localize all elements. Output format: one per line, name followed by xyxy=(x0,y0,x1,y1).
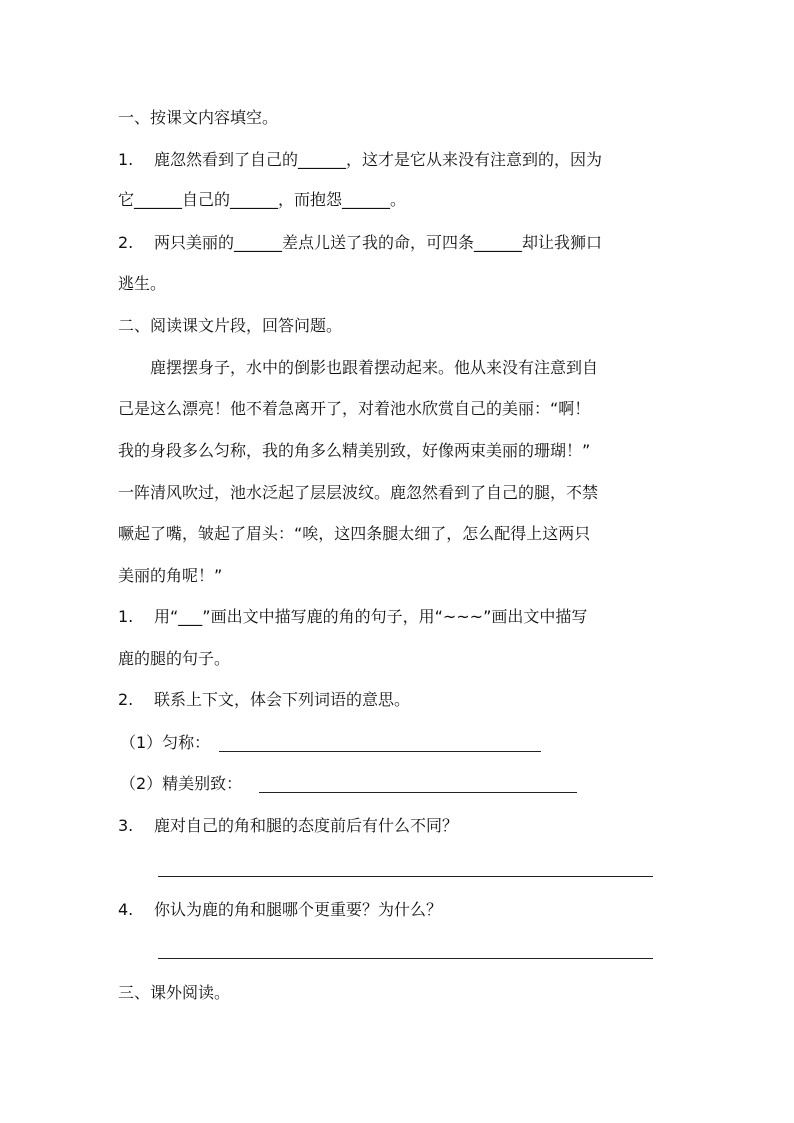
s2-q2-sub-1-label: （1）匀称： xyxy=(120,733,211,752)
s1-q2-text-2: 逃生。 xyxy=(118,274,167,293)
passage-line: 己是这么漂亮！他不着急离开了，对着池水欣赏自己的美丽：“啊！ xyxy=(118,399,591,418)
s1-q1-text-1: 鹿忽然看到了自己的______，这才是它从来没有注意到的，因为 xyxy=(154,150,603,169)
section-2-title: 二、阅读课文片段，回答问题。 xyxy=(118,316,343,335)
s2-q3-text: 鹿对自己的角和腿的态度前后有什么不同？ xyxy=(154,816,459,835)
s2-q1-text-2: 鹿的腿的句子。 xyxy=(118,649,231,668)
section-3-title: 三、课外阅读。 xyxy=(118,983,231,1002)
s1-q1-number: 1. xyxy=(118,150,134,169)
s2-q3-number: 3. xyxy=(118,816,134,835)
s2-q1-text-1: 用“___”画出文中描写鹿的角的句子，用“~~~”画出文中描写 xyxy=(154,607,588,626)
s1-q2-number: 2. xyxy=(118,233,134,252)
s2-q2-sub-2-label: （2）精美别致： xyxy=(120,774,243,793)
answer-line-q3[interactable] xyxy=(158,876,653,877)
section-1-title: 一、按课文内容填空。 xyxy=(118,108,279,127)
s2-q2-number: 2. xyxy=(118,690,134,709)
passage-line: 鹿摆摆身子，水中的倒影也跟着摆动起来。他从来没有注意到自 xyxy=(150,358,599,377)
answer-line-sub-1[interactable] xyxy=(219,751,541,752)
s1-question-2-line-1 xyxy=(118,233,680,253)
answer-line-sub-2[interactable] xyxy=(259,792,577,793)
s2-question-1-line-1 xyxy=(118,607,680,627)
passage-line: 一阵清风吹过，池水泛起了层层波纹。鹿忽然看到了自己的腿，不禁 xyxy=(118,483,599,502)
s2-q4-number: 4. xyxy=(118,900,134,919)
s1-q2-text-1: 两只美丽的______差点儿送了我的命，可四条______却让我狮口 xyxy=(154,233,603,252)
s1-q1-text-2: 它______自己的______，而抱怨______。 xyxy=(118,190,407,209)
passage-line: 噘起了嘴，皱起了眉头：“唉，这四条腿太细了，怎么配得上这两只 xyxy=(118,524,591,543)
answer-line-q4[interactable] xyxy=(158,958,653,959)
s2-question-2 xyxy=(118,690,680,710)
s1-question-1-line-1 xyxy=(118,150,680,170)
passage-line: 美丽的角呢！” xyxy=(118,566,223,585)
s2-question-3 xyxy=(118,816,680,836)
s2-q2-text: 联系上下文，体会下列词语的意思。 xyxy=(154,690,411,709)
s2-q1-number: 1. xyxy=(118,607,134,626)
s2-question-4 xyxy=(118,900,680,920)
s2-q4-text: 你认为鹿的角和腿哪个更重要？为什么？ xyxy=(154,900,443,919)
passage-line: 我的身段多么匀称，我的角多么精美别致，好像两束美丽的珊瑚！” xyxy=(118,441,591,460)
